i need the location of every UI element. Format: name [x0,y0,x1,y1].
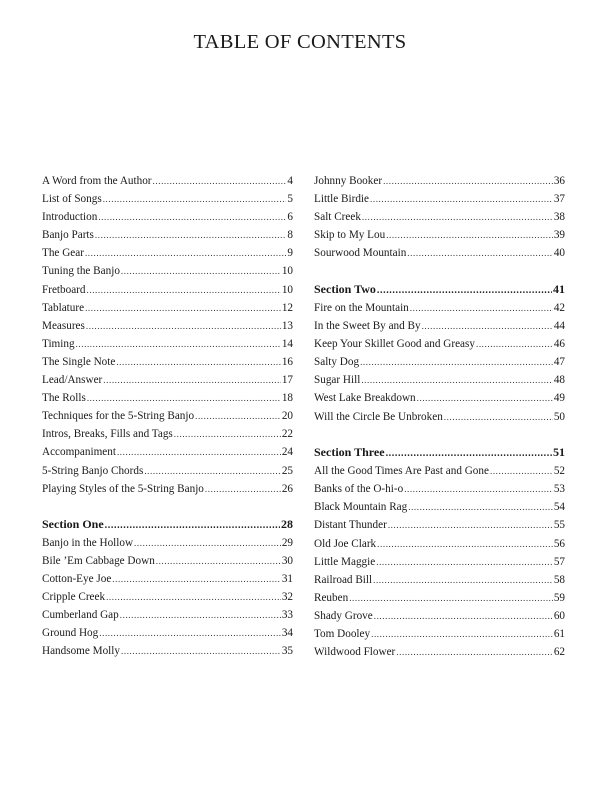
page-number: 20 [281,410,293,423]
entry-title: A Word from the Author [42,175,152,187]
page-number: 47 [553,356,565,369]
dot-leader [383,172,553,190]
entry-title: Fire on the Mountain [314,301,409,314]
dot-leader [444,408,553,426]
section-page-number: 41 [553,281,565,296]
dot-leader [117,443,281,461]
page-number: 57 [553,555,565,568]
dot-leader [98,208,286,226]
section-page-number: 51 [553,445,565,460]
toc-entry[interactable] [314,317,565,335]
entry-title: Salty Dog [314,356,360,369]
toc-entry[interactable] [42,299,293,317]
toc-entry[interactable] [42,588,293,606]
dot-leader [87,281,281,299]
section-heading-one[interactable] [42,514,293,534]
entry-title: Black Mountain Rag [314,501,408,514]
page-number: 34 [281,627,293,640]
entry-title: Old Joe Clark [314,537,377,550]
dot-leader [86,317,281,335]
dot-leader [360,353,553,371]
dot-leader [95,226,287,244]
entry-title: Intros, Breaks, Fills and Tags [42,428,173,441]
page-number: 48 [553,374,565,387]
page-number: 44 [553,320,565,333]
page-number: 13 [281,319,293,332]
toc-entry[interactable] [314,462,565,480]
dot-leader [103,190,287,208]
dot-leader [422,317,553,335]
dot-leader [408,498,553,516]
page-number: 40 [553,247,565,260]
entry-title: Sourwood Mountain [314,247,407,260]
toc-list-intro [42,172,293,498]
toc-entry[interactable] [314,643,565,661]
page-number: 62 [553,646,565,659]
entry-title: Distant Thunder [314,519,387,532]
dot-leader [121,642,281,660]
toc-entry[interactable] [314,625,565,643]
page-number: 38 [553,211,565,224]
dot-leader [112,570,281,588]
entry-title: Introduction [42,211,98,224]
toc-entry[interactable] [314,516,565,534]
toc-entry[interactable] [42,262,293,280]
page-number: 29 [281,536,293,549]
entry-title: Techniques for the 5-String Banjo [42,410,195,423]
page-number: 42 [553,301,565,314]
toc-entry[interactable] [42,534,293,552]
entry-title: The Single Note [42,355,116,368]
toc-entry[interactable] [42,389,293,407]
page-number: 24 [281,446,293,459]
dot-leader [376,553,553,571]
entry-title: Timing [42,337,75,350]
toc-entry[interactable] [42,570,293,588]
toc-entry[interactable] [42,642,293,660]
dot-leader [153,172,287,190]
entry-title: Tom Dooley [314,627,371,640]
dot-leader [374,607,553,625]
section-page-number: 28 [281,516,293,531]
page-number: 49 [553,392,565,405]
dot-leader [174,425,281,443]
toc-left-column [42,172,293,660]
page-number: 30 [281,554,293,567]
page-number: 25 [281,464,293,477]
dot-leader [373,571,553,589]
section-title: Section Two [314,281,376,296]
page-number: 5 [287,193,293,206]
toc-list-continued [314,172,565,262]
entry-title: Sugar Hill [314,374,361,387]
dot-leader [410,299,553,317]
entry-title: Accompaniment [42,446,116,459]
entry-title: Wildwood Flower [314,646,396,659]
dot-leader [377,281,552,301]
dot-leader [195,407,281,425]
dot-leader [85,299,281,317]
page-number: 12 [281,301,293,314]
entry-title: Johnny Booker [314,175,383,187]
toc-entry[interactable] [314,172,565,190]
toc-entry[interactable] [314,553,565,571]
dot-leader [417,389,553,407]
toc-entry[interactable] [42,335,293,353]
entry-title: Banks of the O-hi-o [314,483,404,496]
entry-title: Bile ’Em Cabbage Down [42,554,155,567]
page-number: 8 [287,229,293,242]
entry-title: Tablature [42,301,85,314]
dot-leader [404,480,553,498]
toc-entry[interactable] [42,480,293,498]
entry-title: Lead/Answer [42,374,103,387]
page-title: TABLE OF CONTENTS [193,31,407,53]
page-number: 61 [553,627,565,640]
dot-leader [370,190,553,208]
toc-right-column [314,172,565,661]
section-heading-two[interactable] [314,279,565,299]
toc-entry[interactable] [42,353,293,371]
dot-leader [134,534,281,552]
page-number: 33 [281,609,293,622]
dot-leader [386,226,553,244]
entry-title: Reuben [314,591,349,604]
page-number: 18 [281,392,293,405]
page-number: 53 [553,483,565,496]
toc-entry[interactable] [42,226,293,244]
page-number: 6 [287,211,293,224]
entry-title: Fretboard [42,283,86,296]
page-number: 54 [553,501,565,514]
toc-list-section-two [314,299,565,426]
page-number: 16 [281,355,293,368]
toc-entry[interactable] [314,571,565,589]
dot-leader [85,244,286,262]
dot-leader [396,643,553,661]
entry-title: Skip to My Lou [314,229,386,242]
dot-leader [349,589,553,607]
dot-leader [407,244,553,262]
page-number: 32 [281,590,293,603]
toc-entry[interactable] [42,208,293,226]
entry-title: 5-String Banjo Chords [42,464,144,477]
toc-entry[interactable] [42,443,293,461]
toc-entry[interactable] [42,244,293,262]
entry-title: Cripple Creek [42,590,106,603]
dot-leader [156,552,281,570]
dot-leader [476,335,553,353]
section-spacer [42,498,293,514]
entry-title: List of Songs [42,193,102,206]
dot-leader [99,624,281,642]
page-number: 55 [553,519,565,532]
page-number: 17 [281,374,293,387]
toc-entry[interactable] [314,589,565,607]
toc-entry[interactable] [314,408,565,426]
dot-leader [377,535,553,553]
page-number: 31 [281,572,293,585]
dot-leader [116,353,280,371]
entry-title: Little Maggie [314,555,376,568]
dot-leader [388,516,553,534]
section-title: Section One [42,516,104,531]
toc-entry[interactable] [314,335,565,353]
toc-entry[interactable] [314,190,565,208]
section-spacer [314,262,565,279]
toc-entry[interactable] [42,281,293,299]
dot-leader [87,389,281,407]
toc-entry[interactable] [42,606,293,624]
page-number: 59 [553,591,565,604]
toc-entry[interactable] [42,462,293,480]
entry-title: In the Sweet By and By [314,320,421,333]
dot-leader [205,480,281,498]
entry-title: Shady Grove [314,609,373,622]
page-number: 4 [287,175,293,187]
page-number: 35 [281,645,293,658]
entry-title: Cumberland Gap [42,609,119,622]
toc-entry[interactable] [314,244,565,262]
entry-title: Measures [42,319,85,332]
entry-title: Ground Hog [42,627,99,640]
toc-entry[interactable] [314,226,565,244]
page-number: 10 [281,283,293,296]
entry-title: Handsome Molly [42,645,120,658]
toc-entry[interactable] [42,371,293,389]
dot-leader [361,371,553,389]
toc-entry[interactable] [42,425,293,443]
page-number: 36 [553,175,565,187]
toc-entry[interactable] [314,498,565,516]
entry-title: Banjo in the Hollow [42,536,134,549]
entry-title: All the Good Times Are Past and Gone [314,465,489,478]
dot-leader [105,516,280,536]
toc-entry[interactable] [314,535,565,553]
toc-entry[interactable] [42,407,293,425]
entry-title: Playing Styles of the 5-String Banjo [42,482,204,495]
toc-entry[interactable] [42,552,293,570]
toc-entry[interactable] [42,172,293,190]
toc-entry[interactable] [314,607,565,625]
page-number: 52 [553,465,565,478]
page-number: 14 [281,337,293,350]
entry-title: Cotton-Eye Joe [42,572,112,585]
page-number: 58 [553,573,565,586]
section-spacer [314,426,565,443]
dot-leader [362,208,553,226]
toc-entry[interactable] [314,480,565,498]
toc-entry[interactable] [314,208,565,226]
toc-entry[interactable] [42,624,293,642]
dot-leader [106,588,281,606]
dot-leader [120,606,281,624]
page-number: 26 [281,482,293,495]
page-number: 37 [553,193,565,206]
entry-title: Keep Your Skillet Good and Greasy [314,338,475,351]
toc-entry[interactable] [42,190,293,208]
page-number: 50 [553,410,565,423]
page-number: 60 [553,609,565,622]
toc-list-section-one [42,534,293,661]
dot-leader [386,444,552,464]
page-number: 9 [287,247,293,260]
entry-title: The Rolls [42,392,86,405]
section-title: Section Three [314,445,385,460]
toc-entry[interactable] [42,317,293,335]
dot-leader [76,335,281,353]
page-number: 56 [553,537,565,550]
entry-title: Banjo Parts [42,229,94,242]
page-number: 46 [553,338,565,351]
toc-list-section-three [314,462,565,661]
entry-title: The Gear [42,247,84,260]
toc-entry[interactable] [314,389,565,407]
entry-title: Salt Creek [314,211,361,224]
toc-entry[interactable] [314,299,565,317]
page-number: 22 [281,428,293,441]
dot-leader [103,371,281,389]
dot-leader [144,462,281,480]
section-heading-three[interactable] [314,442,565,462]
page-number: 10 [281,265,293,278]
entry-title: Railroad Bill [314,573,373,586]
entry-title: Little Birdie [314,193,369,206]
dot-leader [121,262,281,280]
toc-entry[interactable] [314,353,565,371]
entry-title: Tuning the Banjo [42,265,120,278]
entry-title: West Lake Breakdown [314,392,416,405]
dot-leader [371,625,553,643]
entry-title: Will the Circle Be Unbroken [314,410,443,423]
page-number: 39 [553,229,565,242]
dot-leader [490,462,553,480]
toc-entry[interactable] [314,371,565,389]
